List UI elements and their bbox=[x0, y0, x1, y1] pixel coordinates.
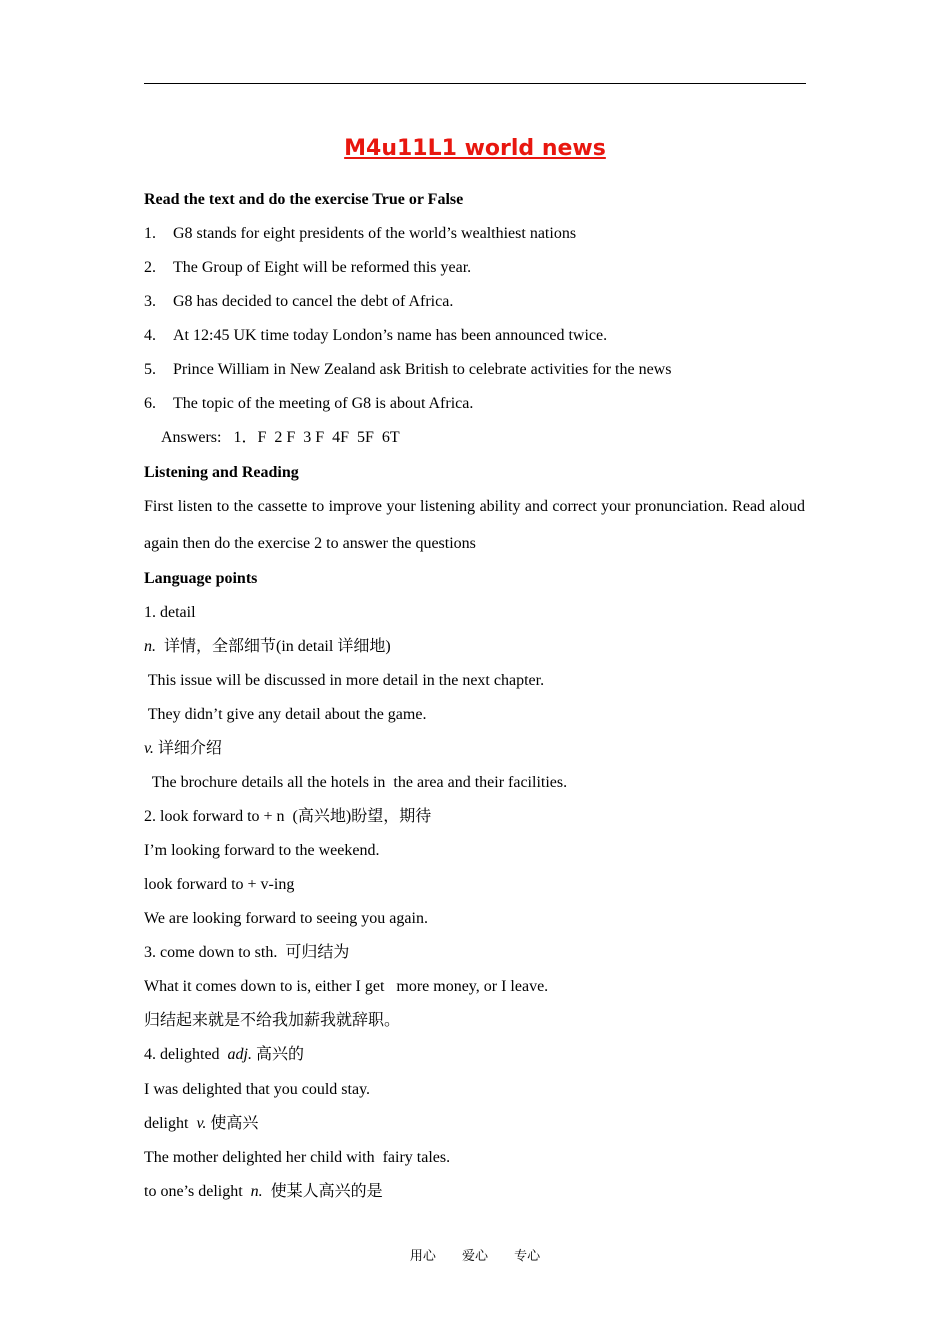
example-sentence: This issue will be discussed in more detail in the next chapter. bbox=[144, 672, 545, 689]
section-heading-language-points: Language points bbox=[144, 570, 258, 587]
list-item bbox=[144, 326, 607, 346]
example-sentence: We are looking forward to seeing you again. bbox=[144, 910, 428, 927]
item-number: 6. bbox=[144, 395, 156, 412]
definition-line bbox=[144, 1114, 258, 1134]
example-sentence: The brochure details all the hotels in the area and their facilities. bbox=[144, 774, 568, 791]
point-heading: 3. come down to sth. 可归结为 bbox=[144, 944, 350, 961]
item-text: G8 stands for eight presidents of the world’s wealthiest nations bbox=[173, 225, 577, 242]
list-item bbox=[144, 224, 576, 244]
point-word: 4. delighted bbox=[144, 1046, 228, 1063]
example-sentence: I was delighted that you could stay. bbox=[144, 1081, 371, 1098]
item-text: At 12:45 UK time today London’s name has been announced twice. bbox=[173, 327, 608, 344]
part-of-speech: adj. bbox=[227, 1046, 252, 1063]
instruction-paragraph: First listen to the cassette to improve your listening ability and correct your pronunciation. Read aloud again then do the exercise 2 to answer the questions bbox=[144, 498, 805, 552]
definition-text: 使高兴 bbox=[206, 1115, 259, 1132]
definition-text: 详情，全部细节(in detail 详细地) bbox=[156, 638, 391, 655]
point-heading: 2. look forward to + n (高兴地)盼望，期待 bbox=[144, 808, 432, 825]
definition-text: 高兴的 bbox=[252, 1046, 305, 1063]
item-text: The Group of Eight will be reformed this year. bbox=[173, 259, 472, 276]
definition-text: 使某人高兴的是 bbox=[262, 1183, 383, 1200]
translation-line: 归结起来就是不给我加薪我就辞职。 bbox=[144, 1012, 401, 1029]
section-heading-true-false: Read the text and do the exercise True or False bbox=[144, 191, 464, 208]
part-of-speech: n. bbox=[250, 1183, 263, 1200]
footer-word: 爱心 bbox=[461, 1249, 488, 1264]
example-sentence: I’m looking forward to the weekend. bbox=[144, 842, 380, 859]
part-of-speech: v. bbox=[196, 1115, 207, 1132]
part-of-speech: n. bbox=[144, 638, 156, 655]
definition-line bbox=[144, 1182, 383, 1202]
list-item bbox=[144, 360, 671, 380]
item-text: G8 has decided to cancel the debt of Africa. bbox=[173, 293, 454, 310]
usage-pattern: look forward to + v-ing bbox=[144, 876, 295, 893]
footer-word: 用心 bbox=[409, 1249, 436, 1264]
list-item bbox=[144, 292, 453, 312]
section-heading-listening: Listening and Reading bbox=[144, 464, 299, 481]
list-item bbox=[144, 258, 471, 278]
definition-line bbox=[144, 739, 222, 759]
item-text: Prince William in New Zealand ask British to celebrate activities for the news bbox=[173, 361, 672, 378]
page-footer bbox=[0, 1248, 950, 1266]
item-number: 2. bbox=[144, 259, 156, 276]
definition-text: 详细介绍 bbox=[153, 740, 222, 757]
point-word: delight bbox=[144, 1115, 197, 1132]
answers-line: Answers: 1．F 2 F 3 F 4F 5F 6T bbox=[161, 429, 400, 446]
definition-line bbox=[144, 637, 391, 657]
item-text: The topic of the meeting of G8 is about Africa. bbox=[173, 395, 474, 412]
list-item bbox=[144, 394, 473, 414]
header-rule bbox=[144, 83, 806, 84]
item-number: 3. bbox=[144, 293, 156, 310]
example-sentence: What it comes down to is, either I get more money, or I leave. bbox=[144, 978, 549, 995]
point-heading: 1. detail bbox=[144, 604, 196, 621]
item-number: 1. bbox=[144, 225, 156, 242]
item-number: 4. bbox=[144, 327, 156, 344]
example-sentence: They didn’t give any detail about the game. bbox=[144, 706, 427, 723]
page-title: M4u11L1 world news bbox=[344, 136, 606, 161]
point-heading bbox=[144, 1045, 304, 1065]
footer-word: 专心 bbox=[514, 1249, 541, 1264]
part-of-speech: v. bbox=[144, 740, 154, 757]
example-sentence: The mother delighted her child with fairy tales. bbox=[144, 1149, 451, 1166]
item-number: 5. bbox=[144, 361, 156, 378]
point-word: to one’s delight bbox=[144, 1183, 251, 1200]
